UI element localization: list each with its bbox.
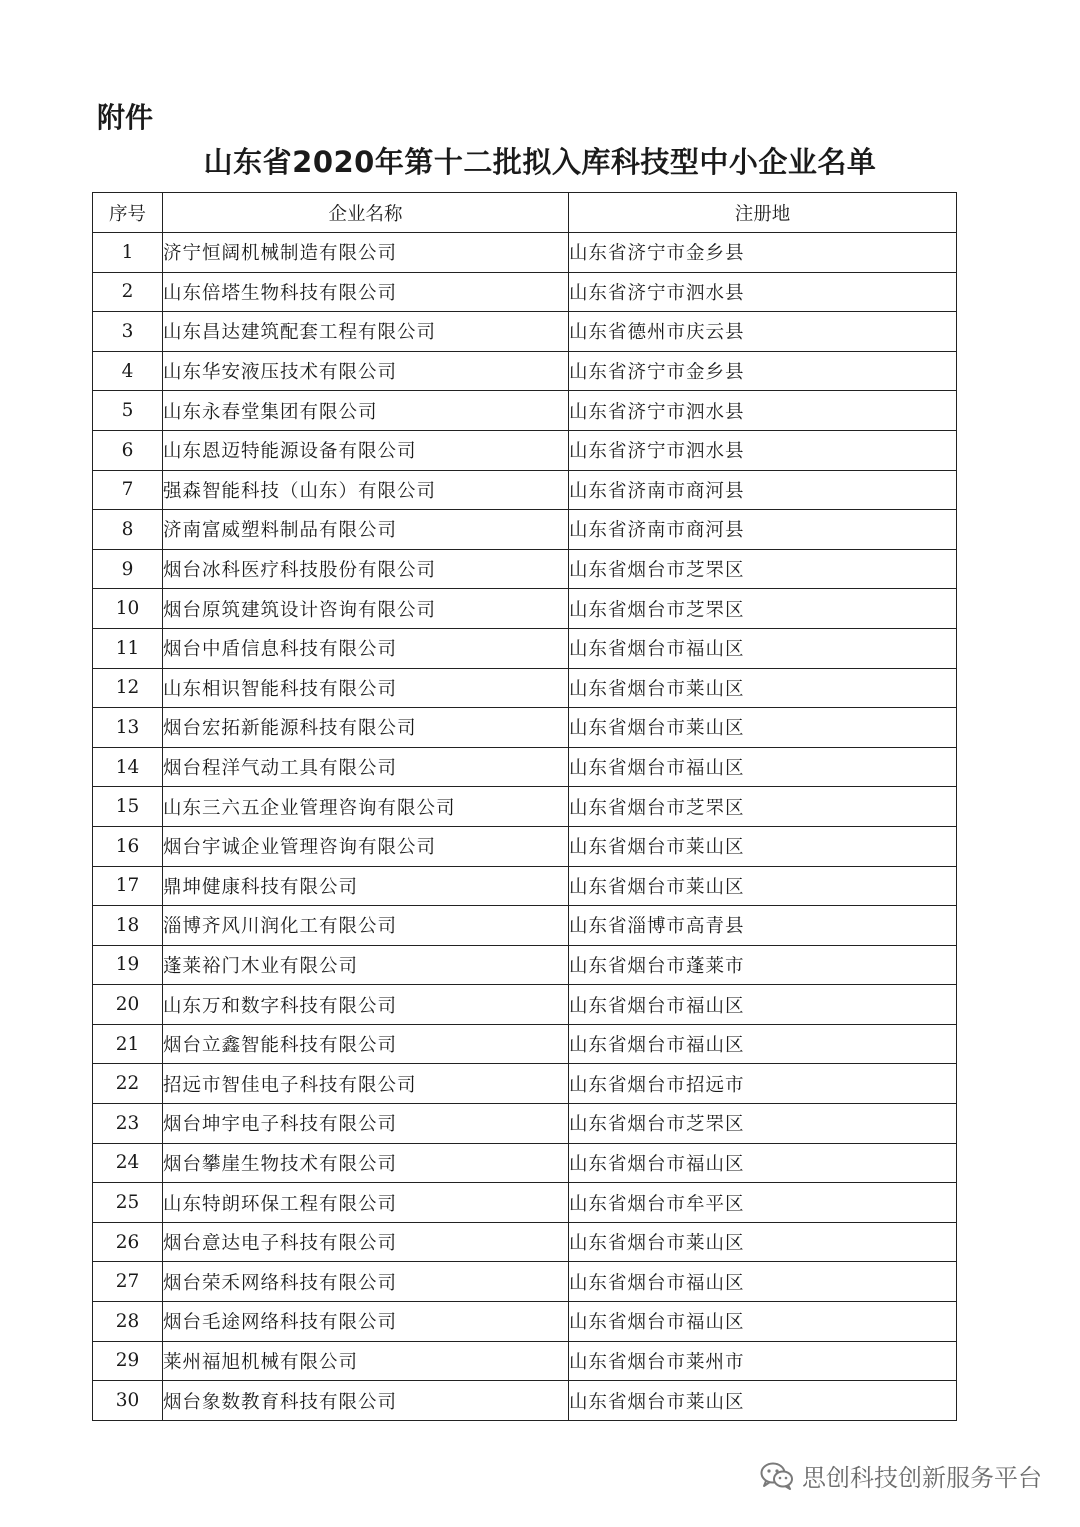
enterprise-name-cell: 济南富威塑料制品有限公司 (163, 510, 569, 550)
serial-number-cell: 21 (93, 1024, 163, 1064)
enterprise-name-cell: 烟台中盾信息科技有限公司 (163, 628, 569, 668)
table-row (93, 787, 957, 827)
document-title: 山东省2020年第十二批拟入库科技型中小企业名单 (203, 145, 877, 179)
serial-number-cell: 22 (93, 1064, 163, 1104)
serial-number-cell: 4 (93, 351, 163, 391)
table-row (93, 1341, 957, 1381)
serial-number-cell: 5 (93, 391, 163, 431)
serial-number-cell: 19 (93, 945, 163, 985)
registration-place-cell: 山东省烟台市莱山区 (569, 708, 957, 748)
registration-place-cell: 山东省济宁市泗水县 (569, 391, 957, 431)
serial-number-cell: 8 (93, 510, 163, 550)
table-row (93, 1104, 957, 1144)
enterprise-name-cell: 山东三六五企业管理咨询有限公司 (163, 787, 569, 827)
registration-place-cell: 山东省烟台市招远市 (569, 1064, 957, 1104)
registration-place-cell: 山东省烟台市福山区 (569, 1262, 957, 1302)
enterprise-name-cell: 山东倍塔生物科技有限公司 (163, 272, 569, 312)
enterprise-name-cell: 山东永春堂集团有限公司 (163, 391, 569, 431)
registration-place-cell: 山东省烟台市莱山区 (569, 1381, 957, 1421)
registration-place-cell: 山东省烟台市福山区 (569, 1143, 957, 1183)
serial-number-cell: 7 (93, 470, 163, 510)
table-row (93, 1222, 957, 1262)
registration-place-cell: 山东省烟台市莱山区 (569, 1222, 957, 1262)
table-row (93, 1302, 957, 1342)
table-row (93, 1064, 957, 1104)
header-registration-place: 注册地 (569, 193, 957, 233)
table-row (93, 312, 957, 352)
registration-place-cell: 山东省烟台市牟平区 (569, 1183, 957, 1223)
registration-place-cell: 山东省济宁市金乡县 (569, 351, 957, 391)
enterprise-name-cell: 烟台荣禾网络科技有限公司 (163, 1262, 569, 1302)
enterprise-name-cell: 招远市智佳电子科技有限公司 (163, 1064, 569, 1104)
serial-number-cell: 12 (93, 668, 163, 708)
registration-place-cell: 山东省烟台市芝罘区 (569, 787, 957, 827)
header-enterprise-name: 企业名称 (163, 193, 569, 233)
serial-number-cell: 17 (93, 866, 163, 906)
enterprise-name-cell: 烟台意达电子科技有限公司 (163, 1222, 569, 1262)
table-row (93, 708, 957, 748)
enterprise-name-cell: 烟台程洋气动工具有限公司 (163, 747, 569, 787)
registration-place-cell: 山东省济宁市金乡县 (569, 233, 957, 273)
table-row (93, 430, 957, 470)
wechat-icon (760, 1462, 794, 1490)
enterprise-name-cell: 山东昌达建筑配套工程有限公司 (163, 312, 569, 352)
registration-place-cell: 山东省烟台市芝罘区 (569, 549, 957, 589)
enterprise-name-cell: 烟台立鑫智能科技有限公司 (163, 1024, 569, 1064)
enterprise-table (92, 192, 957, 1421)
registration-place-cell: 山东省烟台市莱山区 (569, 826, 957, 866)
registration-place-cell: 山东省烟台市福山区 (569, 747, 957, 787)
table-row (93, 510, 957, 550)
serial-number-cell: 11 (93, 628, 163, 668)
table-row (93, 628, 957, 668)
table-row (93, 945, 957, 985)
header-serial-number: 序号 (93, 193, 163, 233)
serial-number-cell: 3 (93, 312, 163, 352)
serial-number-cell: 20 (93, 985, 163, 1025)
serial-number-cell: 26 (93, 1222, 163, 1262)
registration-place-cell: 山东省烟台市福山区 (569, 1302, 957, 1342)
table-row (93, 470, 957, 510)
registration-place-cell: 山东省烟台市福山区 (569, 628, 957, 668)
enterprise-name-cell: 烟台毛途网络科技有限公司 (163, 1302, 569, 1342)
serial-number-cell: 15 (93, 787, 163, 827)
registration-place-cell: 山东省淄博市高青县 (569, 906, 957, 946)
table-row (93, 1262, 957, 1302)
enterprise-name-cell: 烟台宏拓新能源科技有限公司 (163, 708, 569, 748)
enterprise-name-cell: 烟台坤宇电子科技有限公司 (163, 1104, 569, 1144)
serial-number-cell: 24 (93, 1143, 163, 1183)
table-row (93, 668, 957, 708)
attachment-label: 附件 (97, 101, 154, 134)
serial-number-cell: 27 (93, 1262, 163, 1302)
enterprise-name-cell: 烟台冰科医疗科技股份有限公司 (163, 549, 569, 589)
table-row (93, 985, 957, 1025)
serial-number-cell: 18 (93, 906, 163, 946)
enterprise-name-cell: 烟台攀崖生物技术有限公司 (163, 1143, 569, 1183)
table-row (93, 233, 957, 273)
enterprise-name-cell: 烟台原筑建筑设计咨询有限公司 (163, 589, 569, 629)
watermark (760, 1458, 1042, 1493)
registration-place-cell: 山东省济宁市泗水县 (569, 272, 957, 312)
enterprise-name-cell: 山东特朗环保工程有限公司 (163, 1183, 569, 1223)
enterprise-name-cell: 鼎坤健康科技有限公司 (163, 866, 569, 906)
table-header-row (93, 193, 957, 233)
enterprise-name-cell: 山东万和数字科技有限公司 (163, 985, 569, 1025)
table-row (93, 1183, 957, 1223)
enterprise-name-cell: 烟台象数教育科技有限公司 (163, 1381, 569, 1421)
enterprise-name-cell: 淄博齐风川润化工有限公司 (163, 906, 569, 946)
serial-number-cell: 6 (93, 430, 163, 470)
watermark-text: 思创科技创新服务平台 (802, 1464, 1042, 1492)
registration-place-cell: 山东省烟台市福山区 (569, 985, 957, 1025)
table-row (93, 589, 957, 629)
table-body (93, 233, 957, 1421)
registration-place-cell: 山东省烟台市莱州市 (569, 1341, 957, 1381)
table-row (93, 906, 957, 946)
serial-number-cell: 28 (93, 1302, 163, 1342)
serial-number-cell: 2 (93, 272, 163, 312)
registration-place-cell: 山东省济宁市泗水县 (569, 430, 957, 470)
registration-place-cell: 山东省烟台市蓬莱市 (569, 945, 957, 985)
table-row (93, 549, 957, 589)
enterprise-name-cell: 强森智能科技（山东）有限公司 (163, 470, 569, 510)
enterprise-name-cell: 山东相识智能科技有限公司 (163, 668, 569, 708)
enterprise-name-cell: 烟台宇诚企业管理咨询有限公司 (163, 826, 569, 866)
serial-number-cell: 23 (93, 1104, 163, 1144)
serial-number-cell: 9 (93, 549, 163, 589)
serial-number-cell: 16 (93, 826, 163, 866)
table-row (93, 272, 957, 312)
table-row (93, 826, 957, 866)
table-row (93, 1381, 957, 1421)
enterprise-name-cell: 济宁恒阔机械制造有限公司 (163, 233, 569, 273)
enterprise-name-cell: 山东华安液压技术有限公司 (163, 351, 569, 391)
registration-place-cell: 山东省烟台市芝罘区 (569, 1104, 957, 1144)
registration-place-cell: 山东省德州市庆云县 (569, 312, 957, 352)
registration-place-cell: 山东省烟台市芝罘区 (569, 589, 957, 629)
enterprise-name-cell: 莱州福旭机械有限公司 (163, 1341, 569, 1381)
enterprise-name-cell: 蓬莱裕门木业有限公司 (163, 945, 569, 985)
registration-place-cell: 山东省烟台市莱山区 (569, 668, 957, 708)
serial-number-cell: 13 (93, 708, 163, 748)
registration-place-cell: 山东省烟台市福山区 (569, 1024, 957, 1064)
serial-number-cell: 30 (93, 1381, 163, 1421)
serial-number-cell: 14 (93, 747, 163, 787)
table-row (93, 747, 957, 787)
table-row (93, 866, 957, 906)
table-row (93, 1143, 957, 1183)
serial-number-cell: 29 (93, 1341, 163, 1381)
registration-place-cell: 山东省济南市商河县 (569, 470, 957, 510)
table-row (93, 1024, 957, 1064)
serial-number-cell: 25 (93, 1183, 163, 1223)
registration-place-cell: 山东省烟台市莱山区 (569, 866, 957, 906)
serial-number-cell: 10 (93, 589, 163, 629)
table-row (93, 391, 957, 431)
enterprise-name-cell: 山东恩迈特能源设备有限公司 (163, 430, 569, 470)
serial-number-cell: 1 (93, 233, 163, 273)
registration-place-cell: 山东省济南市商河县 (569, 510, 957, 550)
table-row (93, 351, 957, 391)
